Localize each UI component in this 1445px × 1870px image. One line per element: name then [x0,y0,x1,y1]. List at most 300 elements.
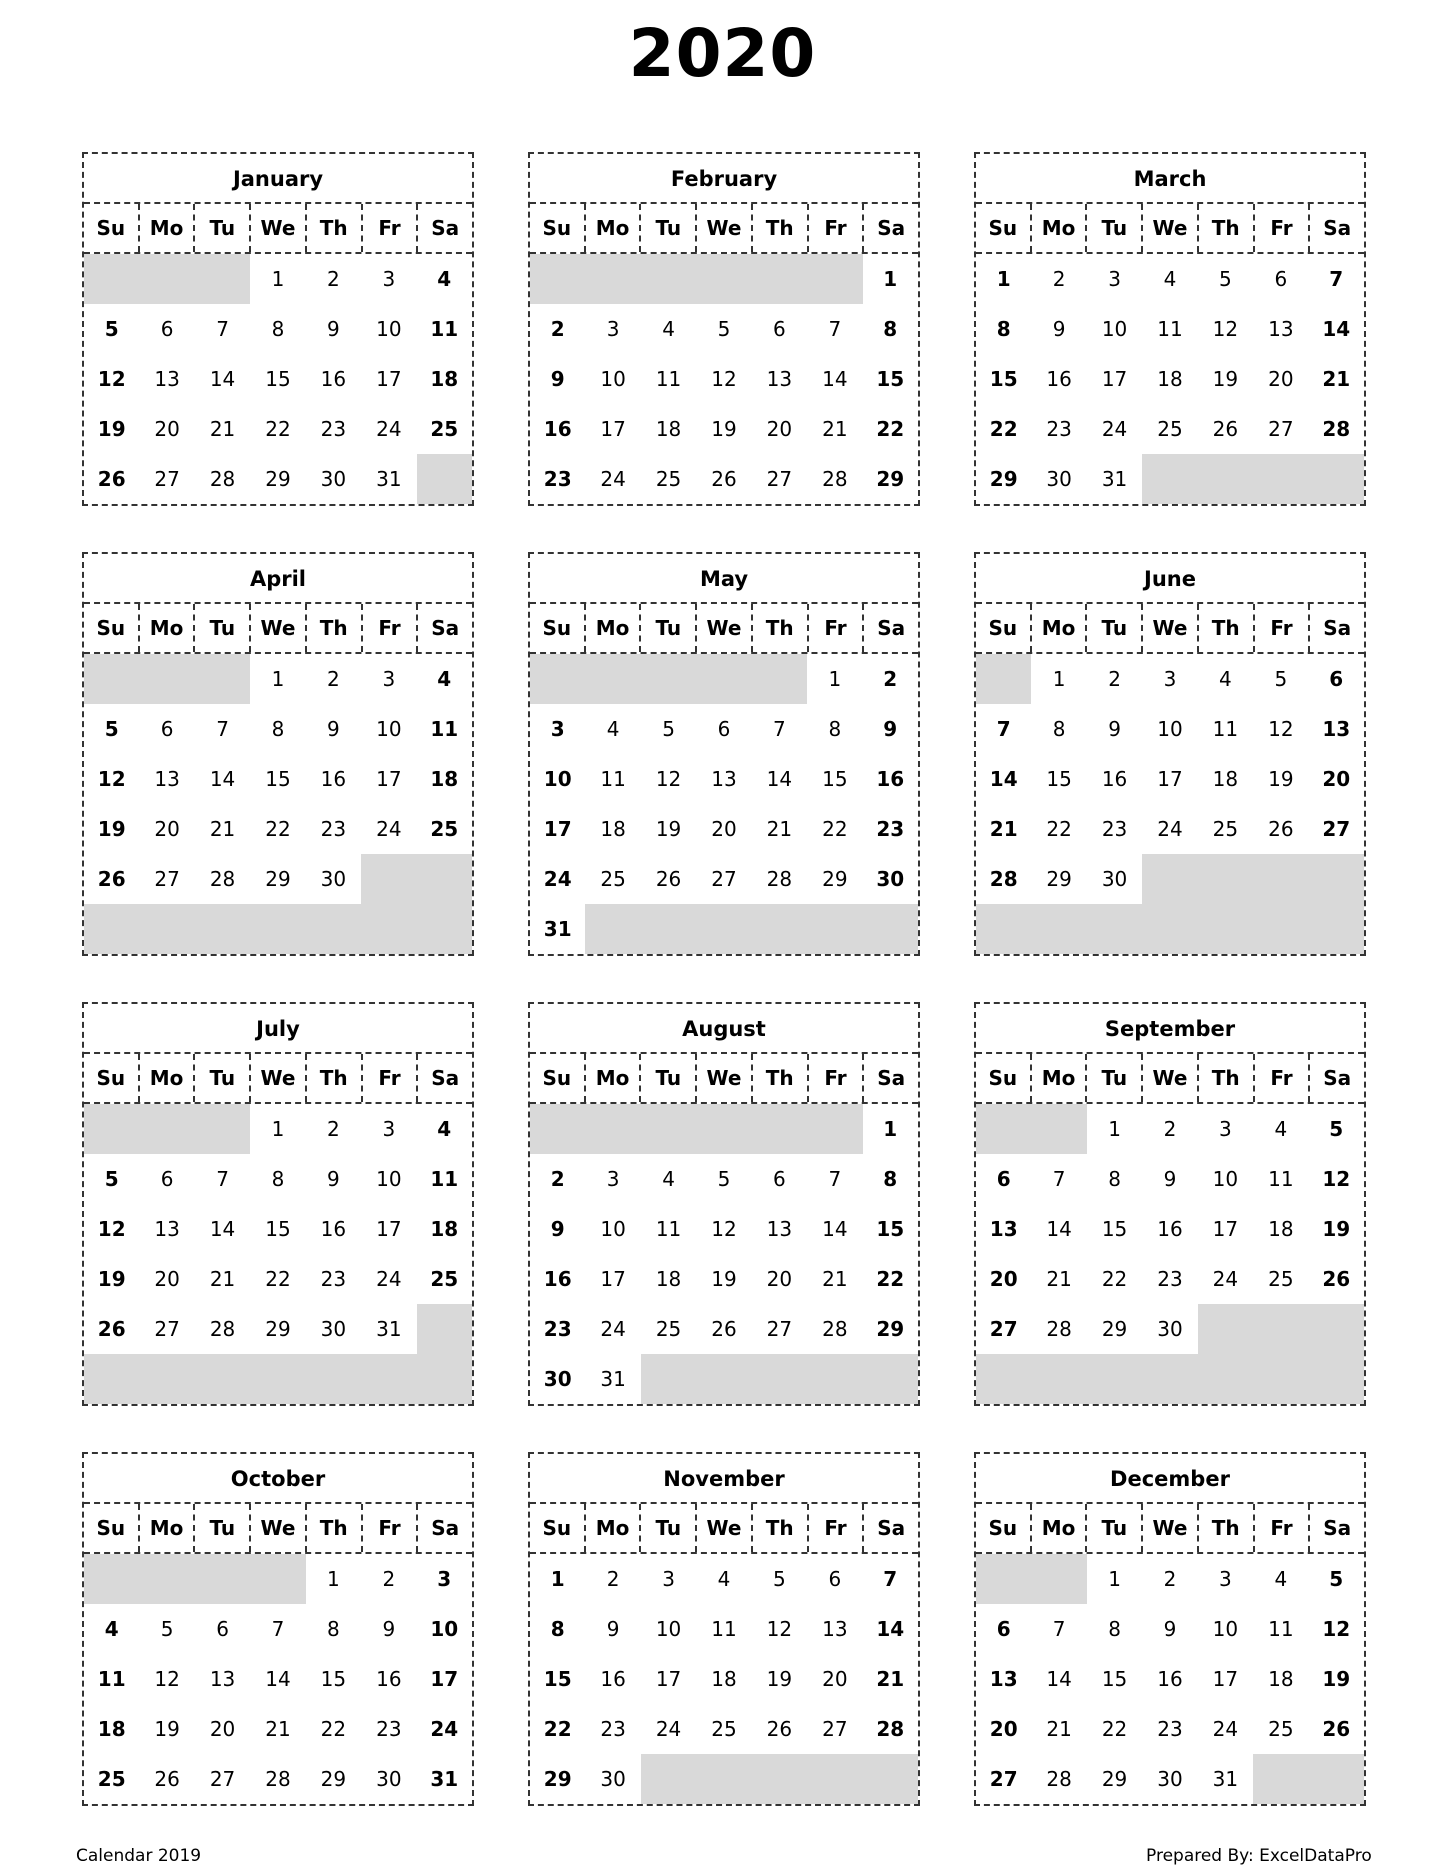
day-cell: 19 [154,1717,180,1741]
empty-day-cell [1253,1754,1308,1804]
weekday-header-row [84,604,472,654]
week-row [84,1604,472,1654]
day-cell: 11 [430,317,459,341]
day-cell: 23 [876,817,905,841]
week-row [976,1154,1364,1204]
day-cell: 12 [1212,317,1239,341]
week-row [530,1654,918,1704]
day-cell: 1 [828,667,842,691]
day-cell: 17 [600,417,626,441]
day-cell: 18 [655,1267,682,1291]
day-cell: 31 [1101,467,1128,491]
day-cell: 15 [265,1217,291,1241]
day-cell: 26 [1322,1267,1351,1291]
day-cell: 15 [265,767,291,791]
day-cell: 26 [154,1767,180,1791]
day-cell: 29 [265,1317,291,1341]
day-cell: 16 [876,767,905,791]
empty-day-cell [1253,1354,1308,1404]
month-august [528,1002,920,1406]
day-cell: 31 [543,917,572,941]
empty-day-cell [585,904,640,954]
empty-day-cell [863,904,918,954]
empty-day-cell [807,1104,862,1154]
weekday-header: Su [988,1066,1018,1090]
week-row [976,1654,1364,1704]
day-cell: 6 [216,1617,229,1641]
day-cell: 16 [320,767,347,791]
day-cell: 7 [828,317,842,341]
weekday-header: Fr [361,1504,417,1552]
day-cell: 23 [320,817,347,841]
weekday-header: Fr [1253,204,1309,252]
day-cell: 21 [1046,1267,1072,1291]
day-cell: 31 [376,467,402,491]
day-cell: 19 [711,1267,737,1291]
empty-day-cell [1198,854,1253,904]
day-cell: 20 [822,1667,848,1691]
weekday-header: We [695,204,751,252]
day-cell: 29 [265,467,291,491]
week-row [84,1554,472,1604]
day-cell: 25 [97,1767,126,1791]
day-cell: 17 [376,1217,402,1241]
day-cell: 2 [1163,1567,1177,1591]
day-cell: 15 [876,1217,905,1241]
empty-day-cell [807,254,862,304]
day-cell: 16 [376,1667,402,1691]
day-cell: 22 [1046,817,1072,841]
day-cell: 5 [717,317,731,341]
day-cell: 22 [822,817,848,841]
weekday-header: Th [305,604,361,652]
day-cell: 11 [430,1167,459,1191]
empty-day-cell [752,654,807,704]
day-cell: 17 [430,1667,459,1691]
day-cell: 28 [265,1767,291,1791]
week-row [84,1254,472,1304]
day-cell: 24 [600,467,626,491]
empty-day-cell [1253,854,1308,904]
day-cell: 1 [883,267,898,291]
weekday-header-row [530,1054,918,1104]
weekday-header: Tu [639,1504,695,1552]
day-cell: 17 [600,1267,626,1291]
day-cell: 4 [104,1617,119,1641]
day-cell: 12 [97,1217,126,1241]
week-row [84,1204,472,1254]
month-name: August [530,1004,918,1054]
day-cell: 28 [1322,417,1351,441]
empty-day-cell [139,254,194,304]
day-cell: 29 [1101,1317,1128,1341]
day-cell: 9 [382,1617,396,1641]
weekday-header: Su [988,616,1018,640]
week-row [84,704,472,754]
weekday-header: Fr [807,1504,863,1552]
weekday-header: Mo [138,1504,194,1552]
day-cell: 13 [989,1667,1018,1691]
day-cell: 12 [711,367,737,391]
day-cell: 22 [543,1717,572,1741]
day-cell: 23 [320,1267,347,1291]
day-cell: 7 [773,717,786,741]
day-cell: 14 [209,367,236,391]
empty-day-cell [696,1354,751,1404]
empty-day-cell [696,904,751,954]
day-cell: 20 [154,417,180,441]
empty-day-cell [195,1554,250,1604]
empty-day-cell [530,1104,585,1154]
week-row [530,1154,918,1204]
weekday-header: Tu [1085,1054,1141,1102]
day-cell: 23 [543,1317,572,1341]
weekday-header-row [530,204,918,254]
day-cell: 9 [1052,317,1066,341]
weekday-header: Tu [193,1504,249,1552]
day-cell: 23 [600,1717,626,1741]
day-cell: 29 [989,467,1018,491]
day-cell: 20 [1322,767,1351,791]
weekday-header: Tu [639,204,695,252]
weekday-header: We [1141,1504,1197,1552]
week-row [976,1604,1364,1654]
day-cell: 28 [766,867,793,891]
day-cell: 4 [606,717,620,741]
weekday-header: Mo [1030,1504,1086,1552]
day-cell: 11 [655,1217,682,1241]
day-cell: 7 [996,717,1011,741]
day-cell: 14 [876,1617,905,1641]
empty-day-cell [1198,454,1253,504]
day-cell: 23 [543,467,572,491]
day-cell: 10 [376,317,402,341]
day-cell: 14 [822,367,848,391]
day-cell: 25 [655,1317,682,1341]
day-cell: 14 [1322,317,1351,341]
weekday-header: Fr [361,1054,417,1102]
day-cell: 2 [1163,1117,1177,1141]
day-cell: 13 [154,767,180,791]
day-cell: 3 [1108,267,1121,291]
day-cell: 22 [265,417,291,441]
weekday-header-row [530,1504,918,1554]
empty-day-cell [752,1754,807,1804]
day-cell: 9 [327,317,340,341]
month-january [82,152,474,506]
empty-day-cell [84,1554,139,1604]
day-cell: 18 [430,767,459,791]
day-cell: 26 [711,1317,737,1341]
week-row [530,1604,918,1654]
empty-day-cell [417,1354,472,1404]
weekday-header: Fr [807,604,863,652]
week-row [976,654,1364,704]
empty-day-cell [641,904,696,954]
day-cell: 3 [1219,1567,1232,1591]
day-cell: 28 [209,1317,236,1341]
month-name: January [84,154,472,204]
day-cell: 21 [265,1717,291,1741]
week-row [530,1204,918,1254]
day-cell: 17 [1101,367,1128,391]
empty-day-cell [752,254,807,304]
day-cell: 6 [996,1617,1011,1641]
weekday-header: Su [96,616,126,640]
month-name: May [530,554,918,604]
day-cell: 9 [1163,1617,1177,1641]
day-cell: 14 [209,767,236,791]
day-cell: 25 [1212,817,1239,841]
day-cell: 18 [97,1717,126,1741]
week-row [530,1304,918,1354]
empty-day-cell [1198,904,1253,954]
month-name: July [84,1004,472,1054]
day-cell: 15 [822,767,848,791]
day-cell: 13 [766,367,793,391]
day-cell: 17 [1157,767,1183,791]
empty-day-cell [976,904,1031,954]
day-cell: 21 [989,817,1018,841]
weekday-header: Th [1197,1054,1253,1102]
weekday-header: Su [988,216,1018,240]
footer-left: Calendar 2019 [76,1846,202,1866]
day-cell: 6 [160,717,174,741]
day-cell: 1 [1108,1567,1121,1591]
day-cell: 5 [1274,667,1288,691]
empty-day-cell [1142,854,1197,904]
day-cell: 10 [600,1217,626,1241]
day-cell: 18 [430,1217,459,1241]
day-cell: 4 [662,1167,675,1191]
day-cell: 18 [1268,1667,1294,1691]
day-cell: 24 [1101,417,1128,441]
day-cell: 6 [773,1167,786,1191]
day-cell: 27 [209,1767,236,1791]
day-cell: 2 [550,317,565,341]
empty-day-cell [1031,1104,1086,1154]
day-cell: 3 [606,1167,620,1191]
day-cell: 6 [773,317,786,341]
week-row [84,1654,472,1704]
weekday-header: Fr [1253,1504,1309,1552]
day-cell: 7 [271,1617,285,1641]
empty-day-cell [417,1304,472,1354]
day-cell: 9 [1108,717,1121,741]
day-cell: 9 [606,1617,620,1641]
day-cell: 25 [1268,1267,1294,1291]
weekday-header: Th [305,204,361,252]
day-cell: 24 [1157,817,1183,841]
day-cell: 2 [606,1567,620,1591]
day-cell: 23 [1157,1717,1183,1741]
day-cell: 23 [376,1717,402,1741]
day-cell: 10 [1212,1617,1239,1641]
day-cell: 31 [600,1367,626,1391]
empty-day-cell [976,654,1031,704]
day-cell: 23 [1101,817,1128,841]
day-cell: 7 [883,1567,898,1591]
day-cell: 15 [876,367,905,391]
month-june [974,552,1366,956]
day-cell: 16 [320,1217,347,1241]
day-cell: 21 [1322,367,1351,391]
day-cell: 1 [996,267,1011,291]
day-cell: 30 [1157,1317,1183,1341]
weekday-header: Sa [1308,604,1364,652]
day-cell: 28 [989,867,1018,891]
week-row [84,854,472,904]
day-cell: 8 [828,717,842,741]
day-cell: 21 [822,1267,848,1291]
empty-day-cell [1309,1754,1364,1804]
week-row [530,1754,918,1804]
empty-day-cell [1309,454,1364,504]
day-cell: 18 [711,1667,737,1691]
empty-day-cell [417,904,472,954]
day-cell: 2 [382,1567,396,1591]
day-cell: 8 [550,1617,565,1641]
day-cell: 17 [376,767,402,791]
month-april [82,552,474,956]
day-cell: 12 [766,1617,793,1641]
week-row [84,1154,472,1204]
day-cell: 22 [265,1267,291,1291]
week-row [84,404,472,454]
day-cell: 5 [1219,267,1232,291]
weekday-header: Sa [416,1504,472,1552]
empty-day-cell [641,1104,696,1154]
day-cell: 23 [320,417,347,441]
day-cell: 28 [876,1717,905,1741]
day-cell: 12 [1322,1167,1351,1191]
day-cell: 16 [543,1267,572,1291]
empty-day-cell [84,654,139,704]
day-cell: 11 [655,367,682,391]
weekday-header: Fr [361,604,417,652]
weekday-header: Sa [416,604,472,652]
day-cell: 25 [655,467,682,491]
day-cell: 5 [773,1567,786,1591]
weekday-header: Su [542,616,572,640]
week-row [976,804,1364,854]
day-cell: 18 [1157,367,1183,391]
year-title: 2020 [628,15,817,92]
day-cell: 20 [989,1267,1018,1291]
day-cell: 9 [550,1217,565,1241]
day-cell: 8 [883,1167,898,1191]
day-cell: 22 [989,417,1018,441]
day-cell: 24 [600,1317,626,1341]
day-cell: 30 [543,1367,572,1391]
day-cell: 13 [154,367,180,391]
day-cell: 18 [1212,767,1239,791]
day-cell: 1 [271,1117,285,1141]
day-cell: 3 [606,317,620,341]
day-cell: 3 [437,1567,452,1591]
day-cell: 8 [327,1617,340,1641]
week-row [976,854,1364,904]
day-cell: 31 [430,1767,459,1791]
empty-day-cell [863,1754,918,1804]
week-row [976,404,1364,454]
week-row [84,1704,472,1754]
week-row [976,1354,1364,1404]
day-cell: 4 [1274,1567,1288,1591]
weekday-header: Su [96,1066,126,1090]
weekday-header: We [695,604,751,652]
day-cell: 29 [543,1767,572,1791]
day-cell: 25 [430,417,459,441]
day-cell: 27 [822,1717,848,1741]
day-cell: 30 [376,1767,402,1791]
weekday-header: Sa [1308,204,1364,252]
empty-day-cell [1031,904,1086,954]
weekday-header: Mo [138,204,194,252]
day-cell: 21 [1046,1717,1072,1741]
week-row [84,1754,472,1804]
day-cell: 11 [97,1667,126,1691]
empty-day-cell [641,254,696,304]
empty-day-cell [585,654,640,704]
weekday-header: Su [988,1516,1018,1540]
day-cell: 25 [430,1267,459,1291]
day-cell: 21 [209,1267,236,1291]
week-row [84,254,472,304]
day-cell: 23 [1157,1267,1183,1291]
empty-day-cell [1031,1554,1086,1604]
weekday-header: Tu [193,1054,249,1102]
weekday-header-row [976,1054,1364,1104]
week-row [976,904,1364,954]
weekday-header: Su [542,216,572,240]
week-row [976,1104,1364,1154]
day-cell: 24 [1212,1267,1239,1291]
empty-day-cell [84,904,139,954]
empty-day-cell [530,654,585,704]
empty-day-cell [139,904,194,954]
day-cell: 6 [717,717,731,741]
empty-day-cell [696,254,751,304]
day-cell: 3 [382,267,396,291]
day-cell: 27 [1268,417,1294,441]
day-cell: 11 [1268,1167,1294,1191]
day-cell: 27 [1322,817,1351,841]
day-cell: 26 [97,867,126,891]
empty-day-cell [361,854,416,904]
day-cell: 30 [320,1317,347,1341]
day-cell: 18 [655,417,682,441]
empty-day-cell [195,904,250,954]
day-cell: 1 [271,667,285,691]
day-cell: 29 [1101,1767,1128,1791]
day-cell: 20 [209,1717,236,1741]
week-row [84,1354,472,1404]
day-cell: 13 [711,767,737,791]
week-row [976,354,1364,404]
empty-day-cell [1253,904,1308,954]
weekday-header: Mo [1030,604,1086,652]
day-cell: 21 [822,417,848,441]
day-cell: 1 [550,1567,565,1591]
day-cell: 19 [655,817,682,841]
day-cell: 13 [989,1217,1018,1241]
weekday-header: Sa [1308,1504,1364,1552]
day-cell: 12 [154,1667,180,1691]
day-cell: 15 [320,1667,347,1691]
week-row [530,454,918,504]
day-cell: 24 [1212,1717,1239,1741]
